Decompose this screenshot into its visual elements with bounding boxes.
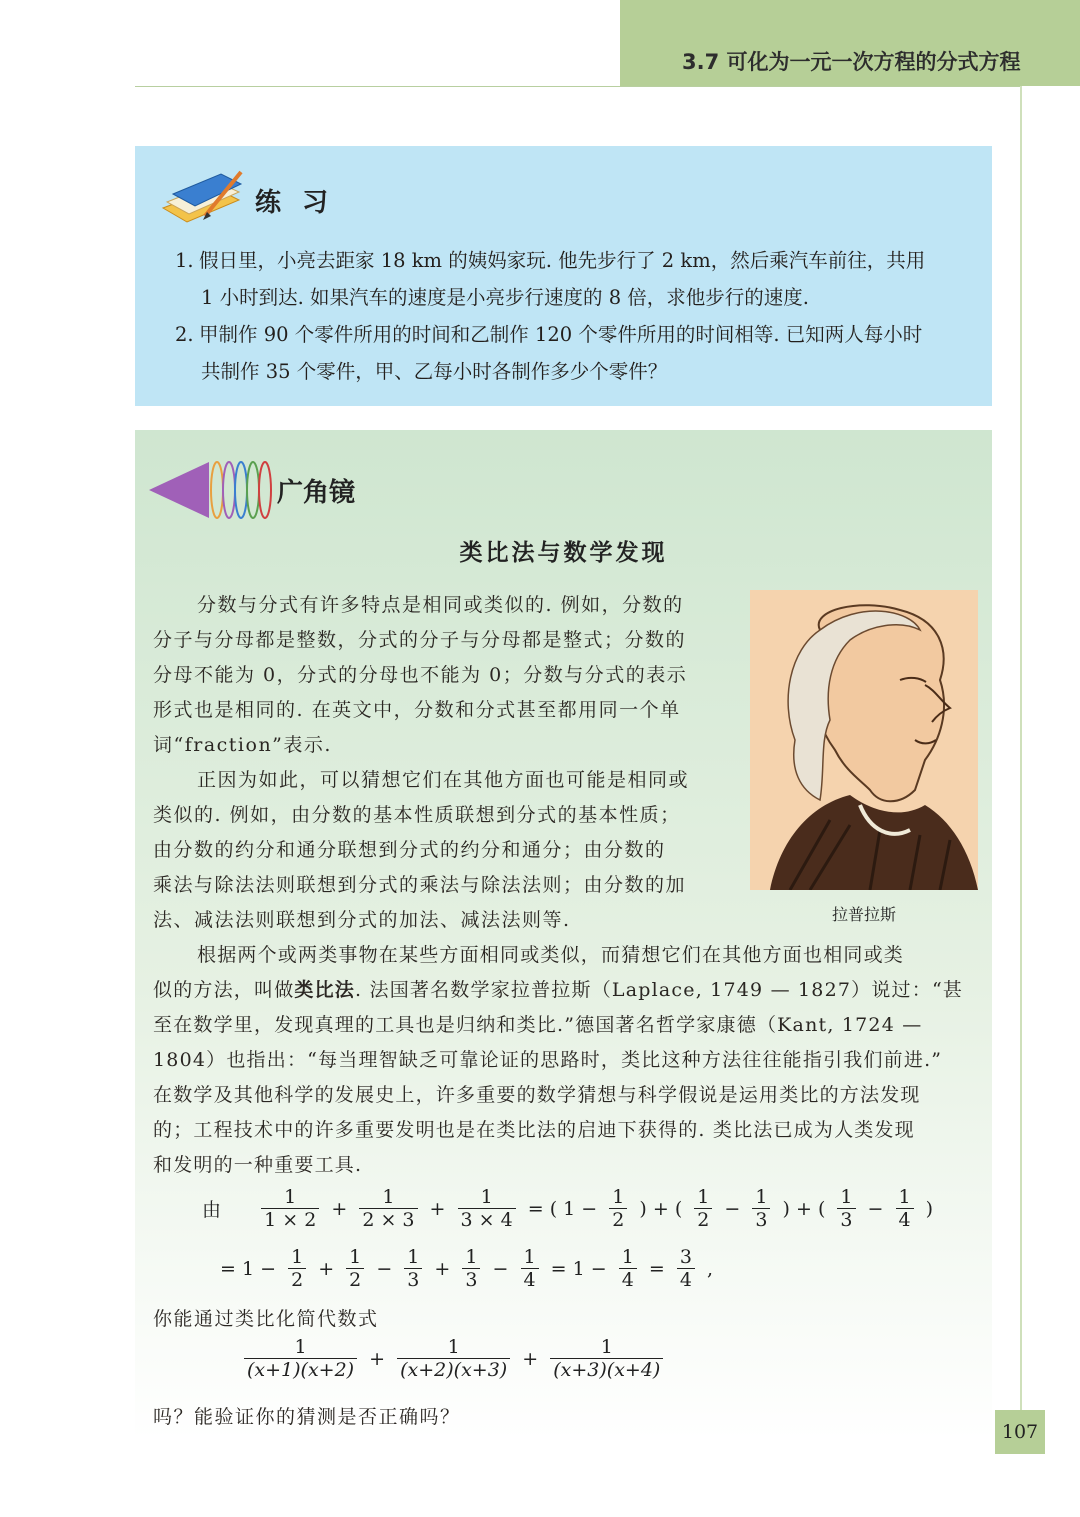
fraction: $\frac{1}{3}$ [462, 1246, 480, 1291]
math-line-2: = 1 − $\frac{1}{2}$ + $\frac{1}{2}$ − $\frac{1}{3}$ + $\frac{1}{3}$ − $\frac{1}{4}$ = 1 − $\frac{1}{4}$ = $\frac{3}{4}$ , [220, 1246, 713, 1291]
fraction: $\frac{1}{2}$ [609, 1186, 627, 1231]
text-line: 分母不能为 0，分式的分母也不能为 0；分数与分式的表示 [153, 664, 688, 686]
books-pencil-icon [155, 166, 245, 226]
text-line: 由分数的约分和通分联想到分式的约分和通分；由分数的 [153, 839, 666, 861]
fraction: $\frac{1}{4}$ [521, 1246, 539, 1291]
text-line: 分数与分式有许多特点是相同或类似的. 例如，分数的 [197, 594, 684, 616]
side-rule [1020, 86, 1022, 1416]
text-segment: 似的方法，叫做 [153, 979, 295, 1001]
text-line: 乘法与除法法则联想到分式的乘法与除法法则；由分数的加 [153, 874, 687, 896]
wide-angle-title: 广角镜 [277, 478, 356, 508]
item-line: 甲制作 90 个零件所用的时间和乙制作 120 个零件所用的时间相等. 已知两人每小时 [199, 323, 923, 346]
fraction: $\frac{1}{3}$ [837, 1186, 855, 1231]
text-line: 形式也是相同的. 在英文中，分数和分式甚至都用同一个单 [153, 699, 681, 721]
section-title: 3.7 可化为一元一次方程的分式方程 [682, 50, 1021, 74]
header-rule [135, 86, 1020, 87]
exercise-item-1 [175, 242, 985, 316]
text-line: 和发明的一种重要工具. [153, 1154, 363, 1176]
text-line: 类似的. 例如，由分数的基本性质联想到分式的基本性质； [153, 804, 681, 826]
text-line [153, 973, 983, 1008]
item-line: 1 小时到达. 如果汽车的速度是小亮步行速度的 8 倍，求他步行的速度. [201, 286, 810, 309]
fraction: $\frac{1}{4}$ [619, 1246, 637, 1291]
text-line: 词“fraction”表示. [153, 734, 332, 756]
item-line: 共制作 35 个零件，甲、乙每小时各制作多少个零件？ [201, 360, 668, 383]
fraction: $\frac{1}{2}$ [288, 1246, 306, 1291]
laplace-portrait [750, 590, 978, 890]
math-question: 你能通过类比化简代数式 [153, 1308, 379, 1330]
math-text: 由 [202, 1199, 222, 1221]
fraction: $\frac{1}{1 \times 2}$ [261, 1186, 319, 1231]
text-line: 至在数学里，发现真理的工具也是归纳和类比.”德国著名哲学家康德（Kant, 1724 — [153, 1014, 923, 1036]
paragraph-1 [153, 588, 733, 763]
portrait-caption: 拉普拉斯 [831, 905, 896, 924]
closing-question: 吗？能验证你的猜测是否正确吗？ [153, 1406, 461, 1428]
item-number: 1. [175, 249, 194, 272]
fraction: $\frac{1}{3}$ [404, 1246, 422, 1291]
exercise-item-2 [175, 316, 985, 390]
portrait-sketch [750, 590, 978, 890]
page-number: 107 [995, 1410, 1045, 1454]
text-line: 法、减法法则联想到分式的加法、减法法则等. [153, 909, 571, 931]
text-line: 1804）也指出：“每当理智缺乏可靠论证的思路时，类比这种方法往往能指引我们前进.” [153, 1049, 943, 1071]
item-number: 2. [175, 323, 194, 346]
fraction: $\frac{1}{3}$ [752, 1186, 770, 1231]
text-line: 分子与分母都是整数，分式的分子与分母都是整式；分数的 [153, 629, 687, 651]
fraction: $\frac{1}{2}$ [694, 1186, 712, 1231]
item-line: 假日里，小亮去距家 18 km 的姨妈家玩. 他先步行了 2 km，然后乘汽车前往，共用 [199, 249, 926, 272]
article-title: 类比法与数学发现 [459, 539, 668, 566]
fraction: $\frac{3}{4}$ [677, 1246, 695, 1291]
fraction: $\frac{1}{(x+1)(x+2)}$ [244, 1336, 357, 1381]
exercise-box [135, 146, 992, 406]
fraction: $\frac{1}{3 \times 4}$ [458, 1186, 516, 1231]
lens-icon [147, 456, 272, 526]
text-line: 的；工程技术中的许多重要发明也是在类比法的启迪下获得的. 类比法已成为人类发现 [153, 1119, 915, 1141]
fraction: $\frac{1}{2 \times 3}$ [359, 1186, 417, 1231]
text-line: 根据两个或两类事物在某些方面相同或类似，而猜想它们在其他方面也相同或类 [197, 944, 905, 966]
fraction: $\frac{1}{4}$ [896, 1186, 914, 1231]
text-segment: . 法国著名数学家拉普拉斯（Laplace, 1749 — 1827）说过：“甚 [355, 979, 964, 1001]
fraction: $\frac{1}{(x+3)(x+4)}$ [550, 1336, 663, 1381]
fraction: $\frac{1}{(x+2)(x+3)}$ [397, 1336, 510, 1381]
math-line-1: 由 $\frac{1}{1 \times 2}$ + $\frac{1}{2 \times 3}$ + $\frac{1}{3 \times 4}$ = ( 1 − $\frac{1}{2}$ ) + ( $\frac{1}{2}$ − $\frac{1}{3}$ ) + ( $\frac{1}{3}$ − $\frac{1}{4}$ ) [202, 1186, 934, 1231]
paragraph-2 [153, 763, 733, 938]
term-analogy: 类比法 [294, 979, 356, 1001]
paragraph-3 [153, 938, 983, 1183]
fraction: $\frac{1}{2}$ [346, 1246, 364, 1291]
math-line-3: $\frac{1}{(x+1)(x+2)}$ + $\frac{1}{(x+2)(x+3)}$ + $\frac{1}{(x+3)(x+4)}$ [242, 1336, 665, 1381]
text-line: 正因为如此，可以猜想它们在其他方面也可能是相同或 [197, 769, 690, 791]
text-line: 在数学及其他科学的发展史上，许多重要的数学猜想与科学假说是运用类比的方法发现 [153, 1084, 921, 1106]
exercise-title: 练 习 [255, 188, 335, 218]
